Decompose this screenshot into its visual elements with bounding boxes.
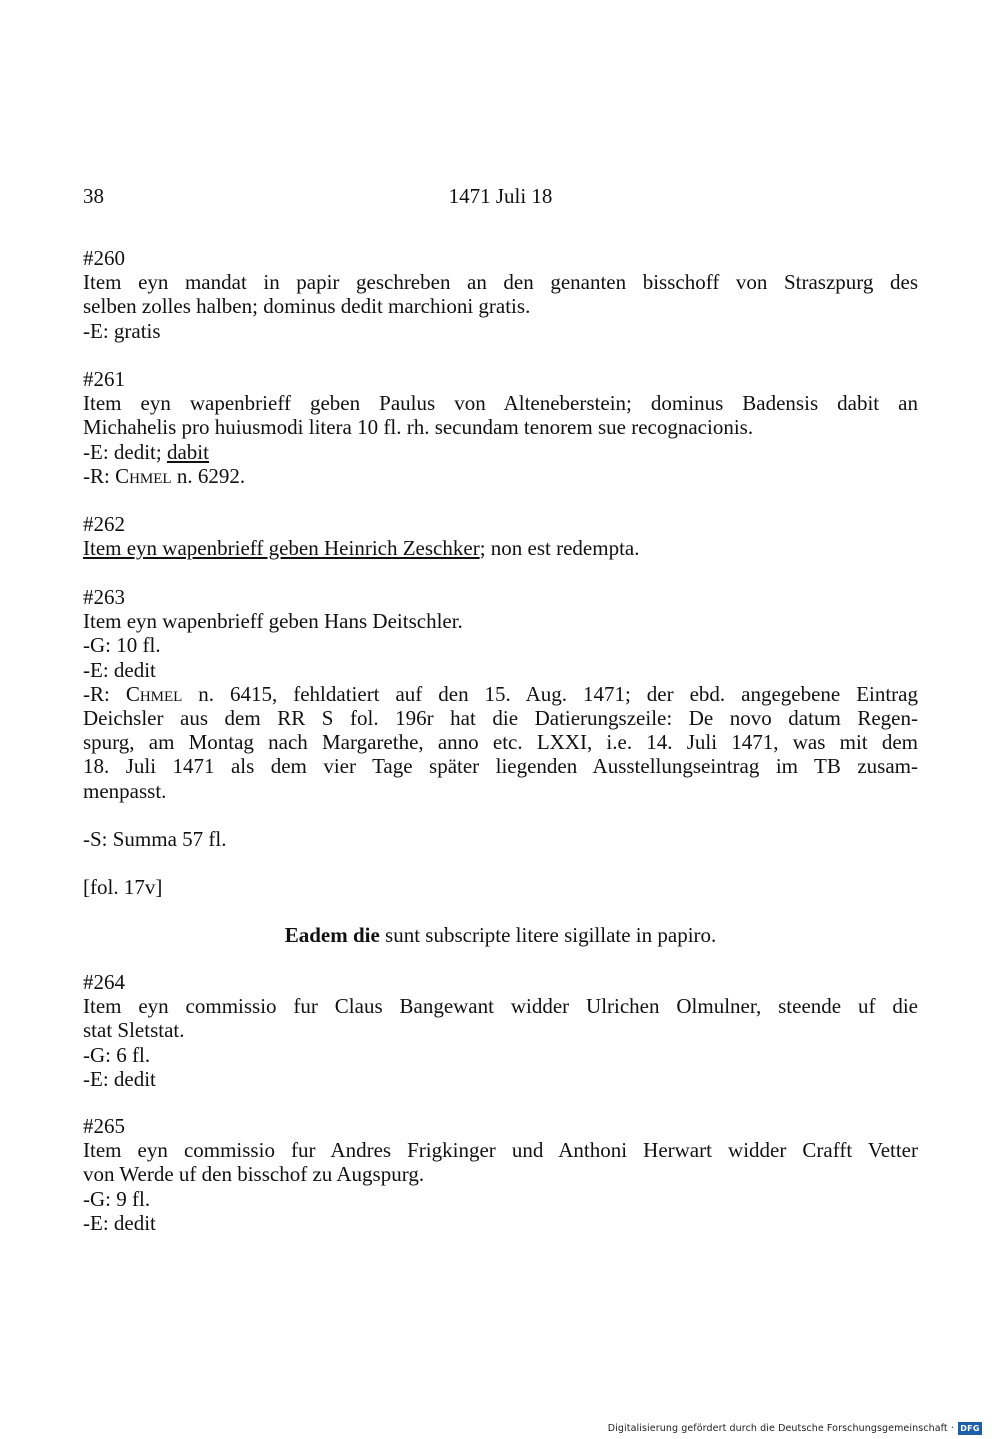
entry-reference-line: Deichsler aus dem RR S fol. 196r hat die Datierungszeile: De novo datum Regen- [83,706,918,731]
digitization-credit [608,1420,982,1436]
heading-bold: Eadem die [284,923,380,947]
entry-reference [83,464,918,488]
entry-annotation: -E: dedit [83,1210,156,1235]
dfg-logo: DFG [958,1422,982,1435]
folio-marker [83,875,918,899]
entry-annotation: -E: dedit [83,657,156,682]
entry-text-line: Michahelis pro huiusmodi litera 10 fl. rh. secundam tenorem sue recognacionis. [83,415,754,440]
folio-text: [fol. 17v] [83,875,163,899]
entry-number: #263 [83,585,125,609]
entry-reference-line: 18. Juli 1471 als dem vier Tage später liegenden Ausstellungseintrag im TB zusam- [83,754,918,779]
entry-number: #264 [83,970,125,994]
section-heading-text [83,923,918,947]
reference-text: n. 6415, fehldatiert auf den 15. Aug. 1471; der ebd. angegebene Eintrag [182,681,919,706]
page-header [83,184,918,214]
entry-fee: -G: 10 fl. [83,633,161,658]
entry-text-line: stat Sletstat. [83,1018,185,1043]
entry-reference-line: spurg, am Montag nach Margarethe, anno etc. LXXI, i.e. 14. Juli 1471, was mit dem [83,730,918,755]
entry-annotation [83,440,918,464]
entry-reference-line [83,682,918,706]
reference-number: n. 6292. [171,463,246,488]
running-title: 1471 Juli 18 [448,184,553,208]
summa-line [83,827,918,851]
entry-263 [83,585,918,803]
entry-fee: -G: 9 fl. [83,1186,151,1211]
entry-265 [83,1114,918,1235]
entry-number: #262 [83,512,125,536]
underlined-word: dabit [166,439,209,464]
underlined-text: Item eyn wapenbrieff geben Heinrich Zeschker [83,536,480,561]
entry-text-line: Item eyn commissio fur Andres Frigkinger und Anthoni Herwart widder Crafft Vetter [83,1138,918,1163]
entry-261 [83,367,918,488]
heading-rest: sunt subscripte litere sigillate in papiro. [379,923,717,947]
entry-text-line: Item eyn wapenbrieff geben Paulus von Alteneberstein; dominus Badensis dabit an [83,391,918,416]
entry-reference-line: menpasst. [83,778,167,803]
entry-text-line: Item eyn commissio fur Claus Bangewant widder Ulrichen Olmulner, steende uf die [83,994,918,1019]
entry-text-line: selben zolles halben; dominus dedit marchioni gratis. [83,294,531,319]
entry-number: #260 [83,246,125,270]
entry-262 [83,512,918,560]
reference-prefix: -R: [83,463,116,488]
summa-text: -S: Summa 57 fl. [83,827,227,851]
reference-author: Chmel [125,681,183,706]
entry-264 [83,970,918,1091]
entry-text-line: von Werde uf den bisschof zu Augspurg. [83,1162,425,1187]
entry-text-line: Item eyn mandat in papir geschreben an den genanten bisschoff von Straszpurg des [83,270,918,295]
entry-text-line: Item eyn wapenbrieff geben Hans Deitschler. [83,609,463,634]
entry-fee: -G: 6 fl. [83,1042,151,1067]
page-number: 38 [83,184,104,208]
entry-number: #265 [83,1114,125,1138]
reference-prefix: -R: [83,681,126,706]
entry-number: #261 [83,367,125,391]
entry-annotation: -E: dedit [83,1066,156,1091]
reference-author: Chmel [115,463,172,488]
entry-260 [83,246,918,343]
credit-text: Digitalisierung gefördert durch die Deutsche Forschungsgemeinschaft · [607,1422,954,1434]
entry-text-line [83,536,918,560]
section-heading [83,923,918,947]
entry-annotation: -E: gratis [83,318,161,343]
annotation-text: -E: dedit; [83,439,167,464]
entry-text-suffix: ; non est redempta. [479,536,640,561]
